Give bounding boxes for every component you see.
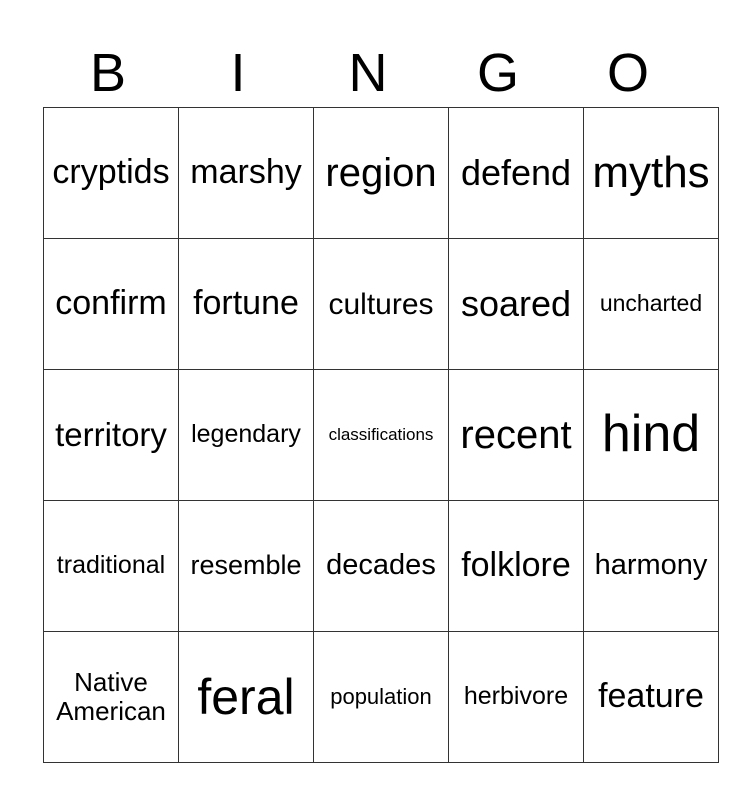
bingo-cell: territory [44, 370, 179, 501]
grid-row [44, 108, 719, 239]
grid-row [44, 239, 719, 370]
bingo-grid [43, 107, 719, 763]
bingo-cell: folklore [449, 501, 584, 632]
bingo-cell: recent [449, 370, 584, 501]
bingo-cell: traditional [44, 501, 179, 632]
bingo-cell: decades [314, 501, 449, 632]
grid-row [44, 370, 719, 501]
bingo-cell: classifications [314, 370, 449, 501]
bingo-cell: uncharted [584, 239, 719, 370]
bingo-cell: myths [584, 108, 719, 239]
bingo-cell: Native American [44, 632, 179, 763]
bingo-cell: herbivore [449, 632, 584, 763]
bingo-cell: marshy [179, 108, 314, 239]
bingo-cell: population [314, 632, 449, 763]
header-letter-n: N [348, 43, 388, 103]
header-letter-b: B [89, 43, 127, 103]
bingo-cell: hind [584, 370, 719, 501]
bingo-header [43, 40, 693, 106]
bingo-cell: harmony [584, 501, 719, 632]
header-letter-i: I [230, 43, 246, 103]
grid-row [44, 632, 719, 763]
bingo-cell: cultures [314, 239, 449, 370]
grid-row [44, 501, 719, 632]
bingo-cell: fortune [179, 239, 314, 370]
header-letter-o: O [606, 43, 649, 103]
bingo-cell: resemble [179, 501, 314, 632]
bingo-cell: legendary [179, 370, 314, 501]
bingo-cell: feral [179, 632, 314, 763]
bingo-cell: feature [584, 632, 719, 763]
bingo-cell: cryptids [44, 108, 179, 239]
bingo-cell: soared [449, 239, 584, 370]
bingo-cell: region [314, 108, 449, 239]
header-letter-g: G [476, 43, 519, 103]
bingo-cell: confirm [44, 239, 179, 370]
bingo-cell: defend [449, 108, 584, 239]
